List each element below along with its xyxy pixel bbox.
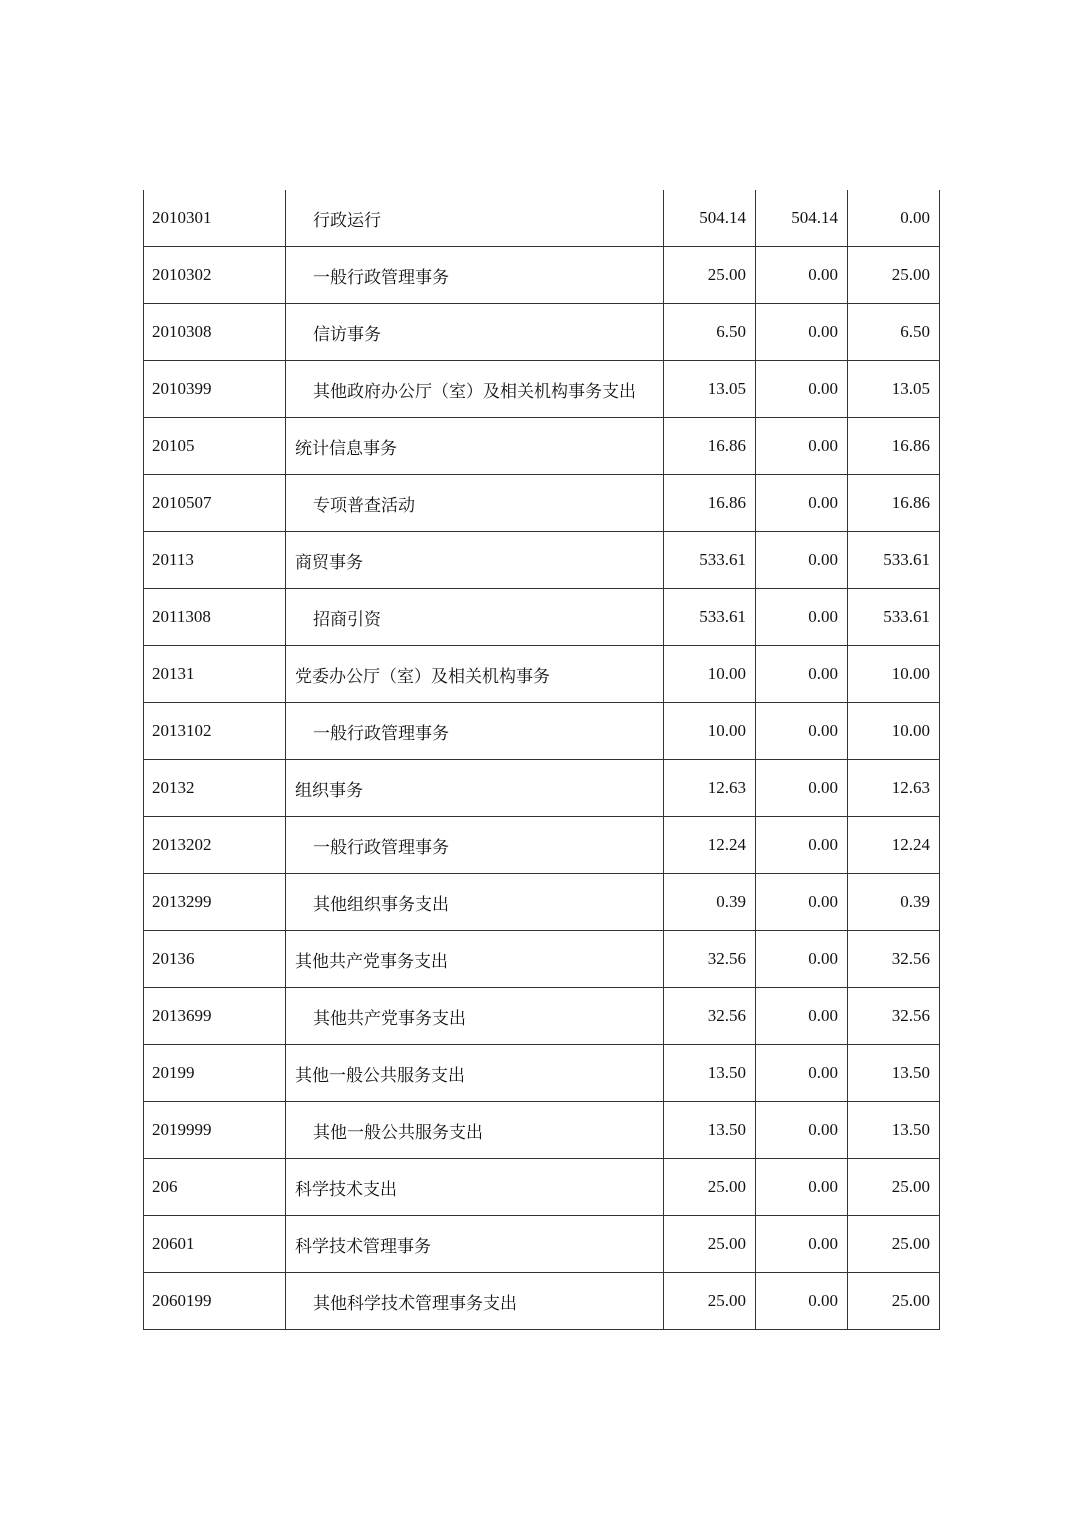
basic-expenditure-cell: 0.00 bbox=[756, 646, 848, 703]
project-expenditure-cell: 6.50 bbox=[848, 304, 940, 361]
subject-name-cell: 行政运行 bbox=[286, 190, 664, 247]
subject-name-cell: 党委办公厅（室）及相关机构事务 bbox=[286, 646, 664, 703]
total-amount-cell: 12.24 bbox=[664, 817, 756, 874]
basic-expenditure-cell: 0.00 bbox=[756, 874, 848, 931]
total-amount-cell: 25.00 bbox=[664, 1159, 756, 1216]
subject-name-cell: 其他一般公共服务支出 bbox=[286, 1045, 664, 1102]
subject-name-cell: 一般行政管理事务 bbox=[286, 703, 664, 760]
table-row bbox=[144, 1045, 940, 1102]
total-amount-cell: 13.50 bbox=[664, 1102, 756, 1159]
table-row bbox=[144, 874, 940, 931]
subject-code-cell: 20113 bbox=[144, 532, 286, 589]
project-expenditure-cell: 32.56 bbox=[848, 931, 940, 988]
basic-expenditure-cell: 0.00 bbox=[756, 418, 848, 475]
subject-code-cell: 20131 bbox=[144, 646, 286, 703]
subject-name-cell: 一般行政管理事务 bbox=[286, 817, 664, 874]
project-expenditure-cell: 12.63 bbox=[848, 760, 940, 817]
basic-expenditure-cell: 0.00 bbox=[756, 703, 848, 760]
basic-expenditure-cell: 0.00 bbox=[756, 304, 848, 361]
table-row bbox=[144, 817, 940, 874]
total-amount-cell: 13.50 bbox=[664, 1045, 756, 1102]
basic-expenditure-cell: 0.00 bbox=[756, 1102, 848, 1159]
project-expenditure-cell: 12.24 bbox=[848, 817, 940, 874]
subject-name-cell: 其他组织事务支出 bbox=[286, 874, 664, 931]
subject-code-cell: 2013299 bbox=[144, 874, 286, 931]
subject-code-cell: 206 bbox=[144, 1159, 286, 1216]
project-expenditure-cell: 10.00 bbox=[848, 703, 940, 760]
subject-code-cell: 2013699 bbox=[144, 988, 286, 1045]
total-amount-cell: 25.00 bbox=[664, 247, 756, 304]
table-row bbox=[144, 304, 940, 361]
subject-code-cell: 2010399 bbox=[144, 361, 286, 418]
basic-expenditure-cell: 0.00 bbox=[756, 361, 848, 418]
table-row bbox=[144, 361, 940, 418]
subject-code-cell: 2010301 bbox=[144, 190, 286, 247]
total-amount-cell: 0.39 bbox=[664, 874, 756, 931]
table-row bbox=[144, 1216, 940, 1273]
subject-code-cell: 2010302 bbox=[144, 247, 286, 304]
subject-name-cell: 统计信息事务 bbox=[286, 418, 664, 475]
total-amount-cell: 16.86 bbox=[664, 475, 756, 532]
basic-expenditure-cell: 0.00 bbox=[756, 247, 848, 304]
project-expenditure-cell: 25.00 bbox=[848, 1273, 940, 1330]
project-expenditure-cell: 32.56 bbox=[848, 988, 940, 1045]
subject-name-cell: 科学技术支出 bbox=[286, 1159, 664, 1216]
total-amount-cell: 10.00 bbox=[664, 703, 756, 760]
table-row bbox=[144, 931, 940, 988]
table-body bbox=[144, 190, 940, 1330]
table-row bbox=[144, 190, 940, 247]
basic-expenditure-cell: 0.00 bbox=[756, 1273, 848, 1330]
project-expenditure-cell: 10.00 bbox=[848, 646, 940, 703]
table-row bbox=[144, 1102, 940, 1159]
basic-expenditure-cell: 504.14 bbox=[756, 190, 848, 247]
table-row bbox=[144, 1159, 940, 1216]
project-expenditure-cell: 0.00 bbox=[848, 190, 940, 247]
subject-code-cell: 2060199 bbox=[144, 1273, 286, 1330]
table-row bbox=[144, 475, 940, 532]
budget-expenditure-table bbox=[143, 190, 940, 1330]
project-expenditure-cell: 25.00 bbox=[848, 1216, 940, 1273]
basic-expenditure-cell: 0.00 bbox=[756, 931, 848, 988]
basic-expenditure-cell: 0.00 bbox=[756, 589, 848, 646]
total-amount-cell: 6.50 bbox=[664, 304, 756, 361]
subject-name-cell: 其他共产党事务支出 bbox=[286, 988, 664, 1045]
subject-code-cell: 2013202 bbox=[144, 817, 286, 874]
basic-expenditure-cell: 0.00 bbox=[756, 817, 848, 874]
basic-expenditure-cell: 0.00 bbox=[756, 1216, 848, 1273]
total-amount-cell: 10.00 bbox=[664, 646, 756, 703]
total-amount-cell: 16.86 bbox=[664, 418, 756, 475]
subject-name-cell: 其他科学技术管理事务支出 bbox=[286, 1273, 664, 1330]
subject-name-cell: 招商引资 bbox=[286, 589, 664, 646]
table-row bbox=[144, 589, 940, 646]
subject-code-cell: 20136 bbox=[144, 931, 286, 988]
basic-expenditure-cell: 0.00 bbox=[756, 475, 848, 532]
project-expenditure-cell: 13.05 bbox=[848, 361, 940, 418]
project-expenditure-cell: 13.50 bbox=[848, 1045, 940, 1102]
total-amount-cell: 25.00 bbox=[664, 1216, 756, 1273]
subject-code-cell: 20601 bbox=[144, 1216, 286, 1273]
basic-expenditure-cell: 0.00 bbox=[756, 988, 848, 1045]
total-amount-cell: 32.56 bbox=[664, 988, 756, 1045]
subject-code-cell: 2019999 bbox=[144, 1102, 286, 1159]
subject-name-cell: 一般行政管理事务 bbox=[286, 247, 664, 304]
project-expenditure-cell: 533.61 bbox=[848, 532, 940, 589]
basic-expenditure-cell: 0.00 bbox=[756, 760, 848, 817]
subject-name-cell: 其他政府办公厅（室）及相关机构事务支出 bbox=[286, 361, 664, 418]
total-amount-cell: 12.63 bbox=[664, 760, 756, 817]
total-amount-cell: 533.61 bbox=[664, 532, 756, 589]
subject-code-cell: 20105 bbox=[144, 418, 286, 475]
project-expenditure-cell: 16.86 bbox=[848, 475, 940, 532]
subject-code-cell: 20132 bbox=[144, 760, 286, 817]
subject-code-cell: 2010507 bbox=[144, 475, 286, 532]
subject-name-cell: 商贸事务 bbox=[286, 532, 664, 589]
basic-expenditure-cell: 0.00 bbox=[756, 1045, 848, 1102]
subject-code-cell: 2013102 bbox=[144, 703, 286, 760]
table-row bbox=[144, 988, 940, 1045]
table-row bbox=[144, 247, 940, 304]
table-row bbox=[144, 418, 940, 475]
subject-code-cell: 20199 bbox=[144, 1045, 286, 1102]
subject-name-cell: 其他一般公共服务支出 bbox=[286, 1102, 664, 1159]
total-amount-cell: 25.00 bbox=[664, 1273, 756, 1330]
total-amount-cell: 32.56 bbox=[664, 931, 756, 988]
table-row bbox=[144, 1273, 940, 1330]
table-row bbox=[144, 703, 940, 760]
project-expenditure-cell: 533.61 bbox=[848, 589, 940, 646]
subject-name-cell: 其他共产党事务支出 bbox=[286, 931, 664, 988]
project-expenditure-cell: 0.39 bbox=[848, 874, 940, 931]
table-row bbox=[144, 532, 940, 589]
subject-name-cell: 信访事务 bbox=[286, 304, 664, 361]
subject-code-cell: 2011308 bbox=[144, 589, 286, 646]
project-expenditure-cell: 16.86 bbox=[848, 418, 940, 475]
subject-name-cell: 专项普查活动 bbox=[286, 475, 664, 532]
total-amount-cell: 533.61 bbox=[664, 589, 756, 646]
total-amount-cell: 504.14 bbox=[664, 190, 756, 247]
basic-expenditure-cell: 0.00 bbox=[756, 1159, 848, 1216]
project-expenditure-cell: 25.00 bbox=[848, 247, 940, 304]
total-amount-cell: 13.05 bbox=[664, 361, 756, 418]
project-expenditure-cell: 25.00 bbox=[848, 1159, 940, 1216]
basic-expenditure-cell: 0.00 bbox=[756, 532, 848, 589]
subject-name-cell: 组织事务 bbox=[286, 760, 664, 817]
table-row bbox=[144, 646, 940, 703]
subject-name-cell: 科学技术管理事务 bbox=[286, 1216, 664, 1273]
project-expenditure-cell: 13.50 bbox=[848, 1102, 940, 1159]
subject-code-cell: 2010308 bbox=[144, 304, 286, 361]
table-row bbox=[144, 760, 940, 817]
